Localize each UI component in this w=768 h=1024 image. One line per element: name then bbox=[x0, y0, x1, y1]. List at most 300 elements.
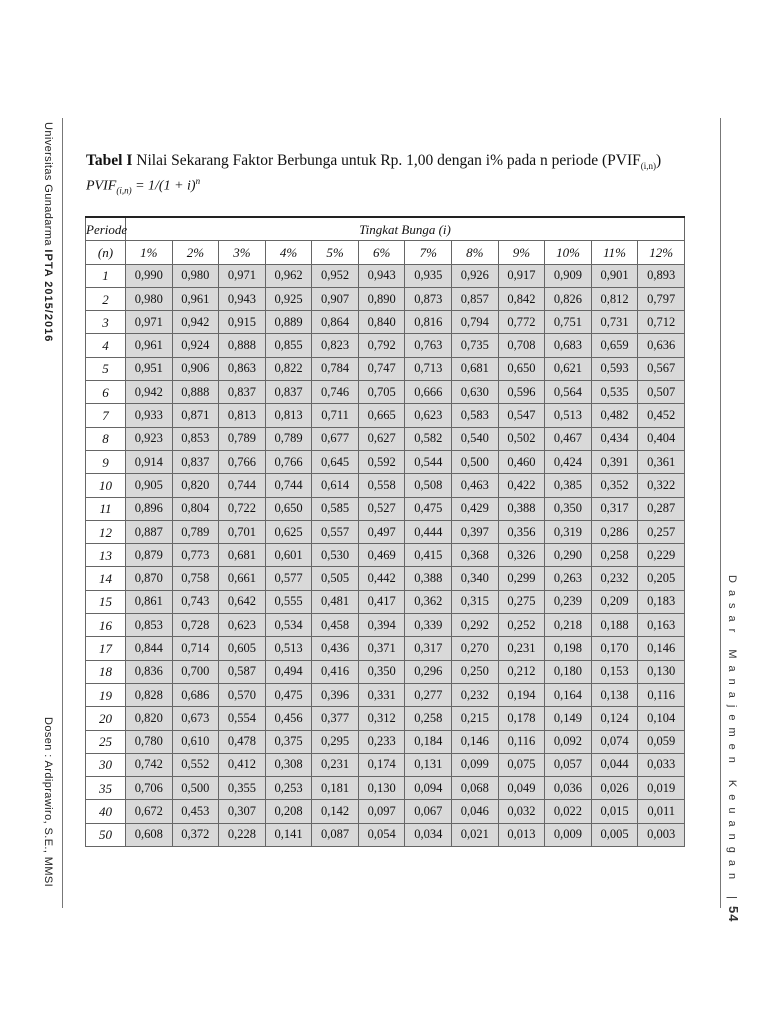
pvif-value-cell: 0,863 bbox=[219, 357, 266, 380]
pvif-value-cell: 0,530 bbox=[312, 544, 359, 567]
pvif-value-cell: 0,099 bbox=[452, 753, 499, 776]
pvif-value-cell: 0,022 bbox=[545, 800, 592, 823]
pvif-value-cell: 0,270 bbox=[452, 637, 499, 660]
pvif-value-cell: 0,258 bbox=[405, 707, 452, 730]
table-row bbox=[86, 707, 685, 730]
rate-header: 2% bbox=[172, 241, 219, 264]
pvif-value-cell: 0,614 bbox=[312, 474, 359, 497]
pvif-value-cell: 0,837 bbox=[219, 381, 266, 404]
pvif-value-cell: 0,766 bbox=[265, 450, 312, 473]
pvif-value-cell: 0,232 bbox=[591, 567, 638, 590]
rate-header: 5% bbox=[312, 241, 359, 264]
left-margin-rule bbox=[62, 118, 63, 908]
pvif-value-cell: 0,564 bbox=[545, 381, 592, 404]
pvif-value-cell: 0,317 bbox=[405, 637, 452, 660]
pvif-value-cell: 0,731 bbox=[591, 311, 638, 334]
table-row bbox=[86, 334, 685, 357]
pvif-table bbox=[85, 216, 685, 847]
pvif-value-cell: 0,683 bbox=[545, 334, 592, 357]
pvif-value-cell: 0,463 bbox=[452, 474, 499, 497]
pvif-value-cell: 0,170 bbox=[591, 637, 638, 660]
pvif-value-cell: 0,888 bbox=[172, 381, 219, 404]
table-row bbox=[86, 567, 685, 590]
pvif-value-cell: 0,163 bbox=[638, 614, 685, 637]
table-title-text: Nilai Sekarang Faktor Berbunga untuk Rp. 1,00 dengan i% pada n periode (PVIF bbox=[136, 152, 641, 169]
pvif-value-cell: 0,914 bbox=[126, 450, 173, 473]
pvif-value-cell: 0,033 bbox=[638, 753, 685, 776]
pvif-value-cell: 0,295 bbox=[312, 730, 359, 753]
period-cell: 10 bbox=[86, 474, 126, 497]
rate-header: 6% bbox=[358, 241, 405, 264]
pvif-value-cell: 0,377 bbox=[312, 707, 359, 730]
page-number: 54 bbox=[726, 906, 741, 923]
pvif-value-cell: 0,744 bbox=[265, 474, 312, 497]
pvif-value-cell: 0,923 bbox=[126, 427, 173, 450]
pvif-value-cell: 0,094 bbox=[405, 777, 452, 800]
pvif-value-cell: 0,263 bbox=[545, 567, 592, 590]
pvif-value-cell: 0,728 bbox=[172, 614, 219, 637]
pvif-value-cell: 0,209 bbox=[591, 590, 638, 613]
pvif-value-cell: 0,350 bbox=[545, 497, 592, 520]
pvif-formula: $PVIF_{(i,n)} = 1/(1 + i)^n$ bbox=[86, 176, 201, 196]
pvif-value-cell: 0,239 bbox=[545, 590, 592, 613]
pvif-value-cell: 0,890 bbox=[358, 287, 405, 310]
pvif-value-cell: 0,784 bbox=[312, 357, 359, 380]
pvif-value-cell: 0,372 bbox=[172, 823, 219, 846]
pvif-value-cell: 0,198 bbox=[545, 637, 592, 660]
table-title: Tabel I Nilai Sekarang Faktor Berbunga untuk Rp. 1,00 dengan i% pada n periode $(PVIF_{(i,n)})$ bbox=[86, 152, 662, 172]
pvif-value-cell: 0,820 bbox=[126, 707, 173, 730]
pvif-value-cell: 0,415 bbox=[405, 544, 452, 567]
pvif-value-cell: 0,361 bbox=[638, 450, 685, 473]
pvif-value-cell: 0,742 bbox=[126, 753, 173, 776]
pvif-value-cell: 0,659 bbox=[591, 334, 638, 357]
period-cell: 40 bbox=[86, 800, 126, 823]
period-cell: 2 bbox=[86, 287, 126, 310]
pvif-value-cell: 0,608 bbox=[126, 823, 173, 846]
pvif-value-cell: 0,650 bbox=[498, 357, 545, 380]
pvif-value-cell: 0,307 bbox=[219, 800, 266, 823]
header-periode: Periode bbox=[86, 217, 126, 241]
pvif-value-cell: 0,935 bbox=[405, 264, 452, 287]
pvif-value-cell: 0,397 bbox=[452, 520, 499, 543]
pvif-value-cell: 0,535 bbox=[591, 381, 638, 404]
period-cell: 5 bbox=[86, 357, 126, 380]
pvif-value-cell: 0,917 bbox=[498, 264, 545, 287]
course-name: Dasar Manajemen Keuangan bbox=[726, 575, 738, 887]
pvif-value-cell: 0,391 bbox=[591, 450, 638, 473]
pvif-value-cell: 0,068 bbox=[452, 777, 499, 800]
pvif-value-cell: 0,009 bbox=[545, 823, 592, 846]
period-cell: 3 bbox=[86, 311, 126, 334]
pvif-value-cell: 0,481 bbox=[312, 590, 359, 613]
pvif-value-cell: 0,789 bbox=[219, 427, 266, 450]
pvif-value-cell: 0,258 bbox=[591, 544, 638, 567]
pvif-value-cell: 0,700 bbox=[172, 660, 219, 683]
period-cell: 14 bbox=[86, 567, 126, 590]
pvif-value-cell: 0,312 bbox=[358, 707, 405, 730]
table-row bbox=[86, 427, 685, 450]
rate-header: 9% bbox=[498, 241, 545, 264]
pvif-value-cell: 0,601 bbox=[265, 544, 312, 567]
pvif-value-cell: 0,178 bbox=[498, 707, 545, 730]
pvif-value-cell: 0,907 bbox=[312, 287, 359, 310]
pvif-value-cell: 0,837 bbox=[265, 381, 312, 404]
pvif-value-cell: 0,792 bbox=[358, 334, 405, 357]
pvif-value-cell: 0,909 bbox=[545, 264, 592, 287]
pvif-value-cell: 0,005 bbox=[591, 823, 638, 846]
pvif-value-cell: 0,049 bbox=[498, 777, 545, 800]
header-n: (n) bbox=[86, 241, 126, 264]
pvif-value-cell: 0,424 bbox=[545, 450, 592, 473]
pvif-value-cell: 0,840 bbox=[358, 311, 405, 334]
pvif-value-cell: 0,044 bbox=[591, 753, 638, 776]
pvif-value-cell: 0,508 bbox=[405, 474, 452, 497]
pvif-value-cell: 0,003 bbox=[638, 823, 685, 846]
pvif-value-cell: 0,666 bbox=[405, 381, 452, 404]
pvif-value-cell: 0,356 bbox=[498, 520, 545, 543]
pvif-value-cell: 0,183 bbox=[638, 590, 685, 613]
pvif-value-cell: 0,554 bbox=[219, 707, 266, 730]
pvif-value-cell: 0,513 bbox=[545, 404, 592, 427]
pvif-value-cell: 0,971 bbox=[219, 264, 266, 287]
pvif-value-cell: 0,879 bbox=[126, 544, 173, 567]
pvif-value-cell: 0,500 bbox=[172, 777, 219, 800]
pvif-value-cell: 0,743 bbox=[172, 590, 219, 613]
pvif-value-cell: 0,232 bbox=[452, 683, 499, 706]
table-row bbox=[86, 730, 685, 753]
pvif-value-cell: 0,645 bbox=[312, 450, 359, 473]
pvif-value-cell: 0,797 bbox=[638, 287, 685, 310]
pvif-value-cell: 0,116 bbox=[638, 683, 685, 706]
pvif-value-cell: 0,319 bbox=[545, 520, 592, 543]
pvif-value-cell: 0,388 bbox=[405, 567, 452, 590]
pvif-value-cell: 0,625 bbox=[265, 520, 312, 543]
pvif-value-cell: 0,816 bbox=[405, 311, 452, 334]
pvif-value-cell: 0,842 bbox=[498, 287, 545, 310]
pvif-value-cell: 0,623 bbox=[219, 614, 266, 637]
period-cell: 50 bbox=[86, 823, 126, 846]
pvif-value-cell: 0,672 bbox=[126, 800, 173, 823]
academic-term: IPTA 2015/2016 bbox=[42, 249, 54, 343]
period-cell: 4 bbox=[86, 334, 126, 357]
pvif-value-cell: 0,286 bbox=[591, 520, 638, 543]
pvif-value-cell: 0,925 bbox=[265, 287, 312, 310]
pvif-value-cell: 0,290 bbox=[545, 544, 592, 567]
pvif-value-cell: 0,130 bbox=[638, 660, 685, 683]
period-cell: 17 bbox=[86, 637, 126, 660]
pvif-value-cell: 0,478 bbox=[219, 730, 266, 753]
pvif-value-cell: 0,980 bbox=[172, 264, 219, 287]
pvif-value-cell: 0,442 bbox=[358, 567, 405, 590]
pvif-value-cell: 0,174 bbox=[358, 753, 405, 776]
pvif-value-cell: 0,277 bbox=[405, 683, 452, 706]
pvif-value-cell: 0,505 bbox=[312, 567, 359, 590]
pvif-value-cell: 0,205 bbox=[638, 567, 685, 590]
period-cell: 8 bbox=[86, 427, 126, 450]
pvif-value-cell: 0,567 bbox=[638, 357, 685, 380]
pvif-value-cell: 0,677 bbox=[312, 427, 359, 450]
rate-header: 11% bbox=[591, 241, 638, 264]
pvif-value-cell: 0,231 bbox=[312, 753, 359, 776]
pvif-value-cell: 0,396 bbox=[312, 683, 359, 706]
pvif-value-cell: 0,057 bbox=[545, 753, 592, 776]
table-title-label: Tabel I bbox=[86, 152, 133, 169]
pvif-value-cell: 0,146 bbox=[638, 637, 685, 660]
pvif-value-cell: 0,990 bbox=[126, 264, 173, 287]
period-cell: 6 bbox=[86, 381, 126, 404]
right-margin-rule bbox=[720, 118, 721, 908]
pvif-value-cell: 0,547 bbox=[498, 404, 545, 427]
pvif-value-cell: 0,507 bbox=[638, 381, 685, 404]
pvif-value-cell: 0,673 bbox=[172, 707, 219, 730]
pvif-value-cell: 0,943 bbox=[358, 264, 405, 287]
pvif-value-cell: 0,194 bbox=[498, 683, 545, 706]
pvif-value-cell: 0,621 bbox=[545, 357, 592, 380]
rate-header: 3% bbox=[219, 241, 266, 264]
pvif-value-cell: 0,952 bbox=[312, 264, 359, 287]
pvif-value-cell: 0,075 bbox=[498, 753, 545, 776]
pvif-value-cell: 0,116 bbox=[498, 730, 545, 753]
pvif-value-cell: 0,596 bbox=[498, 381, 545, 404]
table-row bbox=[86, 450, 685, 473]
left-margin-header bbox=[37, 122, 59, 902]
table-row bbox=[86, 683, 685, 706]
pvif-value-cell: 0,233 bbox=[358, 730, 405, 753]
pvif-value-cell: 0,371 bbox=[358, 637, 405, 660]
pvif-value-cell: 0,164 bbox=[545, 683, 592, 706]
pvif-value-cell: 0,744 bbox=[219, 474, 266, 497]
pvif-value-cell: 0,552 bbox=[172, 753, 219, 776]
pvif-value-cell: 0,252 bbox=[498, 614, 545, 637]
pvif-value-cell: 0,352 bbox=[591, 474, 638, 497]
pvif-value-cell: 0,141 bbox=[265, 823, 312, 846]
pvif-value-cell: 0,412 bbox=[219, 753, 266, 776]
pvif-value-cell: 0,686 bbox=[172, 683, 219, 706]
pvif-value-cell: 0,873 bbox=[405, 287, 452, 310]
pvif-value-cell: 0,701 bbox=[219, 520, 266, 543]
pvif-value-cell: 0,494 bbox=[265, 660, 312, 683]
pvif-value-cell: 0,013 bbox=[498, 823, 545, 846]
pvif-value-cell: 0,026 bbox=[591, 777, 638, 800]
pvif-value-cell: 0,138 bbox=[591, 683, 638, 706]
table-row bbox=[86, 777, 685, 800]
pvif-value-cell: 0,661 bbox=[219, 567, 266, 590]
pvif-value-cell: 0,630 bbox=[452, 381, 499, 404]
pvif-value-cell: 0,905 bbox=[126, 474, 173, 497]
pvif-value-cell: 0,011 bbox=[638, 800, 685, 823]
pvif-value-cell: 0,681 bbox=[219, 544, 266, 567]
pvif-value-cell: 0,570 bbox=[219, 683, 266, 706]
table-row bbox=[86, 614, 685, 637]
pvif-value-cell: 0,577 bbox=[265, 567, 312, 590]
pvif-value-cell: 0,046 bbox=[452, 800, 499, 823]
pvif-value-cell: 0,650 bbox=[265, 497, 312, 520]
period-cell: 20 bbox=[86, 707, 126, 730]
pvif-value-cell: 0,627 bbox=[358, 427, 405, 450]
pvif-value-cell: 0,469 bbox=[358, 544, 405, 567]
pvif-value-cell: 0,893 bbox=[638, 264, 685, 287]
pvif-value-cell: 0,208 bbox=[265, 800, 312, 823]
pvif-value-cell: 0,706 bbox=[126, 777, 173, 800]
pvif-value-cell: 0,340 bbox=[452, 567, 499, 590]
pvif-value-cell: 0,534 bbox=[265, 614, 312, 637]
pvif-value-cell: 0,296 bbox=[405, 660, 452, 683]
pvif-value-cell: 0,368 bbox=[452, 544, 499, 567]
pvif-value-cell: 0,705 bbox=[358, 381, 405, 404]
period-cell: 35 bbox=[86, 777, 126, 800]
pvif-value-cell: 0,789 bbox=[172, 520, 219, 543]
pvif-value-cell: 0,181 bbox=[312, 777, 359, 800]
pvif-value-cell: 0,766 bbox=[219, 450, 266, 473]
pvif-value-cell: 0,962 bbox=[265, 264, 312, 287]
pvif-value-cell: 0,153 bbox=[591, 660, 638, 683]
pvif-value-cell: 0,355 bbox=[219, 777, 266, 800]
pvif-value-cell: 0,460 bbox=[498, 450, 545, 473]
pvif-value-cell: 0,823 bbox=[312, 334, 359, 357]
pvif-value-cell: 0,642 bbox=[219, 590, 266, 613]
pvif-value-cell: 0,218 bbox=[545, 614, 592, 637]
pvif-value-cell: 0,540 bbox=[452, 427, 499, 450]
pvif-value-cell: 0,933 bbox=[126, 404, 173, 427]
pvif-value-cell: 0,215 bbox=[452, 707, 499, 730]
pvif-value-cell: 0,804 bbox=[172, 497, 219, 520]
pvif-value-cell: 0,746 bbox=[312, 381, 359, 404]
pvif-value-cell: 0,331 bbox=[358, 683, 405, 706]
table-row bbox=[86, 800, 685, 823]
pvif-value-cell: 0,388 bbox=[498, 497, 545, 520]
pvif-value-cell: 0,853 bbox=[126, 614, 173, 637]
pvif-value-cell: 0,131 bbox=[405, 753, 452, 776]
pvif-value-cell: 0,855 bbox=[265, 334, 312, 357]
pvif-value-cell: 0,558 bbox=[358, 474, 405, 497]
pvif-value-cell: 0,257 bbox=[638, 520, 685, 543]
pvif-value-cell: 0,901 bbox=[591, 264, 638, 287]
pvif-value-cell: 0,229 bbox=[638, 544, 685, 567]
pvif-value-cell: 0,772 bbox=[498, 311, 545, 334]
pvif-value-cell: 0,212 bbox=[498, 660, 545, 683]
pvif-value-cell: 0,317 bbox=[591, 497, 638, 520]
pvif-value-cell: 0,036 bbox=[545, 777, 592, 800]
pvif-value-cell: 0,019 bbox=[638, 777, 685, 800]
pvif-value-cell: 0,605 bbox=[219, 637, 266, 660]
pvif-value-cell: 0,339 bbox=[405, 614, 452, 637]
table-row bbox=[86, 520, 685, 543]
pvif-value-cell: 0,315 bbox=[452, 590, 499, 613]
pvif-value-cell: 0,942 bbox=[126, 381, 173, 404]
pvif-value-cell: 0,149 bbox=[545, 707, 592, 730]
pvif-value-cell: 0,326 bbox=[498, 544, 545, 567]
table-row bbox=[86, 637, 685, 660]
pvif-value-cell: 0,142 bbox=[312, 800, 359, 823]
pvif-value-cell: 0,092 bbox=[545, 730, 592, 753]
pvif-value-cell: 0,582 bbox=[405, 427, 452, 450]
rate-header: 8% bbox=[452, 241, 499, 264]
rate-header: 12% bbox=[638, 241, 685, 264]
pvif-value-cell: 0,452 bbox=[638, 404, 685, 427]
pvif-value-cell: 0,583 bbox=[452, 404, 499, 427]
pvif-value-cell: 0,250 bbox=[452, 660, 499, 683]
pvif-value-cell: 0,475 bbox=[405, 497, 452, 520]
period-cell: 19 bbox=[86, 683, 126, 706]
pvif-value-cell: 0,871 bbox=[172, 404, 219, 427]
table-row bbox=[86, 497, 685, 520]
pvif-value-cell: 0,681 bbox=[452, 357, 499, 380]
pvif-value-cell: 0,896 bbox=[126, 497, 173, 520]
pvif-value-cell: 0,926 bbox=[452, 264, 499, 287]
pvif-value-cell: 0,610 bbox=[172, 730, 219, 753]
pvif-value-cell: 0,812 bbox=[591, 287, 638, 310]
pvif-value-cell: 0,287 bbox=[638, 497, 685, 520]
pvif-value-cell: 0,416 bbox=[312, 660, 359, 683]
pvif-value-cell: 0,104 bbox=[638, 707, 685, 730]
table-row bbox=[86, 544, 685, 567]
pvif-value-cell: 0,231 bbox=[498, 637, 545, 660]
pvif-value-cell: 0,130 bbox=[358, 777, 405, 800]
period-cell: 16 bbox=[86, 614, 126, 637]
university-name: Universitas Gunadarma bbox=[42, 122, 54, 246]
pvif-value-cell: 0,861 bbox=[126, 590, 173, 613]
pvif-value-cell: 0,870 bbox=[126, 567, 173, 590]
pvif-value-cell: 0,857 bbox=[452, 287, 499, 310]
pvif-value-cell: 0,067 bbox=[405, 800, 452, 823]
pvif-value-cell: 0,587 bbox=[219, 660, 266, 683]
period-cell: 1 bbox=[86, 264, 126, 287]
table-row bbox=[86, 264, 685, 287]
pvif-value-cell: 0,362 bbox=[405, 590, 452, 613]
table-row bbox=[86, 823, 685, 846]
table-row bbox=[86, 357, 685, 380]
pvif-value-cell: 0,434 bbox=[591, 427, 638, 450]
pvif-value-cell: 0,836 bbox=[126, 660, 173, 683]
pvif-value-cell: 0,184 bbox=[405, 730, 452, 753]
table-row bbox=[86, 590, 685, 613]
pvif-value-cell: 0,711 bbox=[312, 404, 359, 427]
period-cell: 7 bbox=[86, 404, 126, 427]
pvif-value-cell: 0,404 bbox=[638, 427, 685, 450]
pvif-value-cell: 0,593 bbox=[591, 357, 638, 380]
pvif-value-cell: 0,961 bbox=[126, 334, 173, 357]
pvif-value-cell: 0,906 bbox=[172, 357, 219, 380]
pvif-value-cell: 0,394 bbox=[358, 614, 405, 637]
pvif-value-cell: 0,074 bbox=[591, 730, 638, 753]
pvif-value-cell: 0,751 bbox=[545, 311, 592, 334]
pvif-value-cell: 0,864 bbox=[312, 311, 359, 334]
pvif-value-cell: 0,032 bbox=[498, 800, 545, 823]
pvif-value-cell: 0,713 bbox=[405, 357, 452, 380]
pvif-value-cell: 0,813 bbox=[265, 404, 312, 427]
pvif-value-cell: 0,180 bbox=[545, 660, 592, 683]
pvif-value-cell: 0,527 bbox=[358, 497, 405, 520]
rate-header: 1% bbox=[126, 241, 173, 264]
pvif-value-cell: 0,502 bbox=[498, 427, 545, 450]
pvif-value-cell: 0,456 bbox=[265, 707, 312, 730]
table-row bbox=[86, 287, 685, 310]
pvif-value-cell: 0,054 bbox=[358, 823, 405, 846]
pvif-value-cell: 0,708 bbox=[498, 334, 545, 357]
table-row bbox=[86, 660, 685, 683]
pvif-value-cell: 0,458 bbox=[312, 614, 359, 637]
pvif-value-cell: 0,292 bbox=[452, 614, 499, 637]
pvif-value-cell: 0,350 bbox=[358, 660, 405, 683]
pvif-value-cell: 0,475 bbox=[265, 683, 312, 706]
pvif-value-cell: 0,889 bbox=[265, 311, 312, 334]
period-cell: 30 bbox=[86, 753, 126, 776]
pvif-value-cell: 0,021 bbox=[452, 823, 499, 846]
pvif-value-cell: 0,375 bbox=[265, 730, 312, 753]
pvif-value-cell: 0,623 bbox=[405, 404, 452, 427]
pvif-value-cell: 0,188 bbox=[591, 614, 638, 637]
